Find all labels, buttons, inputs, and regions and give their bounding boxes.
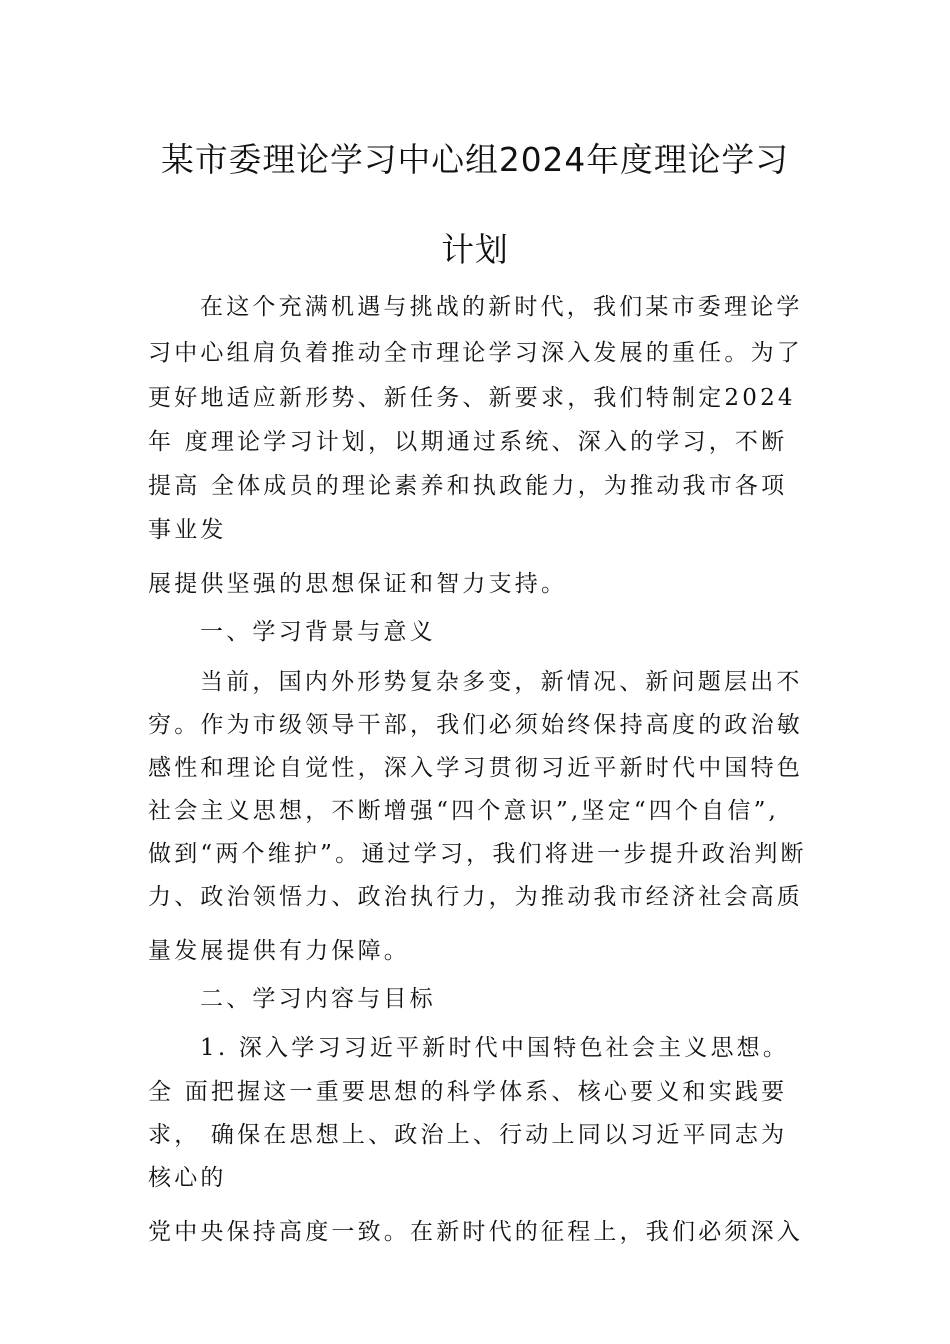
body-line: 党中央保持高度一致。在新时代的征程上，我们必须深入 [148, 1219, 803, 1245]
body-line: 做到“两个维护”。通过学习，我们将进一步提升政治判断 [148, 841, 807, 867]
list-item-1: 1. 深入学习习近平新时代中国特色社会主义思想。 [200, 1035, 790, 1061]
body-line: 当前，国内外形势复杂多变，新情况、新问题层出不 [200, 669, 803, 695]
document-title-line-1: 某市委理论学习中心组2024年度理论学习 [161, 141, 789, 179]
body-line: 更好地适应新形势、新任务、新要求，我们特制定2024 [148, 385, 796, 411]
body-line: 提高 全体成员的理论素养和执政能力，为推动我市各项 [148, 473, 788, 499]
body-line: 核心的 [148, 1165, 227, 1191]
body-line: 求， 确保在思想上、政治上、行动上同以习近平同志为 [148, 1122, 788, 1148]
body-line: 社会主义思想，不断增强“四个意识”,坚定“四个自信”, [148, 798, 780, 824]
document-title-line-2: 计划 [441, 231, 509, 269]
body-line: 习中心组肩负着推动全市理论学习深入发展的重任。为了 [148, 340, 803, 366]
section-heading-2: 二、学习内容与目标 [200, 986, 436, 1012]
body-line: 展提供坚强的思想保证和智力支持。 [148, 571, 568, 597]
body-line: 穷。作为市级领导干部，我们必须始终保持高度的政治敏 [148, 712, 803, 738]
body-line: 力、政治领悟力、政治执行力，为推动我市经济社会高质 [148, 884, 803, 910]
body-line: 量发展提供有力保障。 [148, 938, 410, 964]
body-line: 事业发 [148, 517, 227, 543]
body-line: 在这个充满机遇与挑战的新时代，我们某市委理论学 [200, 294, 803, 320]
body-line: 感性和理论自觉性，深入学习贯彻习近平新时代中国特色 [148, 755, 803, 781]
body-line: 年 度理论学习计划，以期通过系统、深入的学习，不断 [148, 429, 788, 455]
section-heading-1: 一、学习背景与意义 [200, 619, 436, 645]
body-line: 全 面把握这一重要思想的科学体系、核心要义和实践要 [148, 1079, 788, 1105]
